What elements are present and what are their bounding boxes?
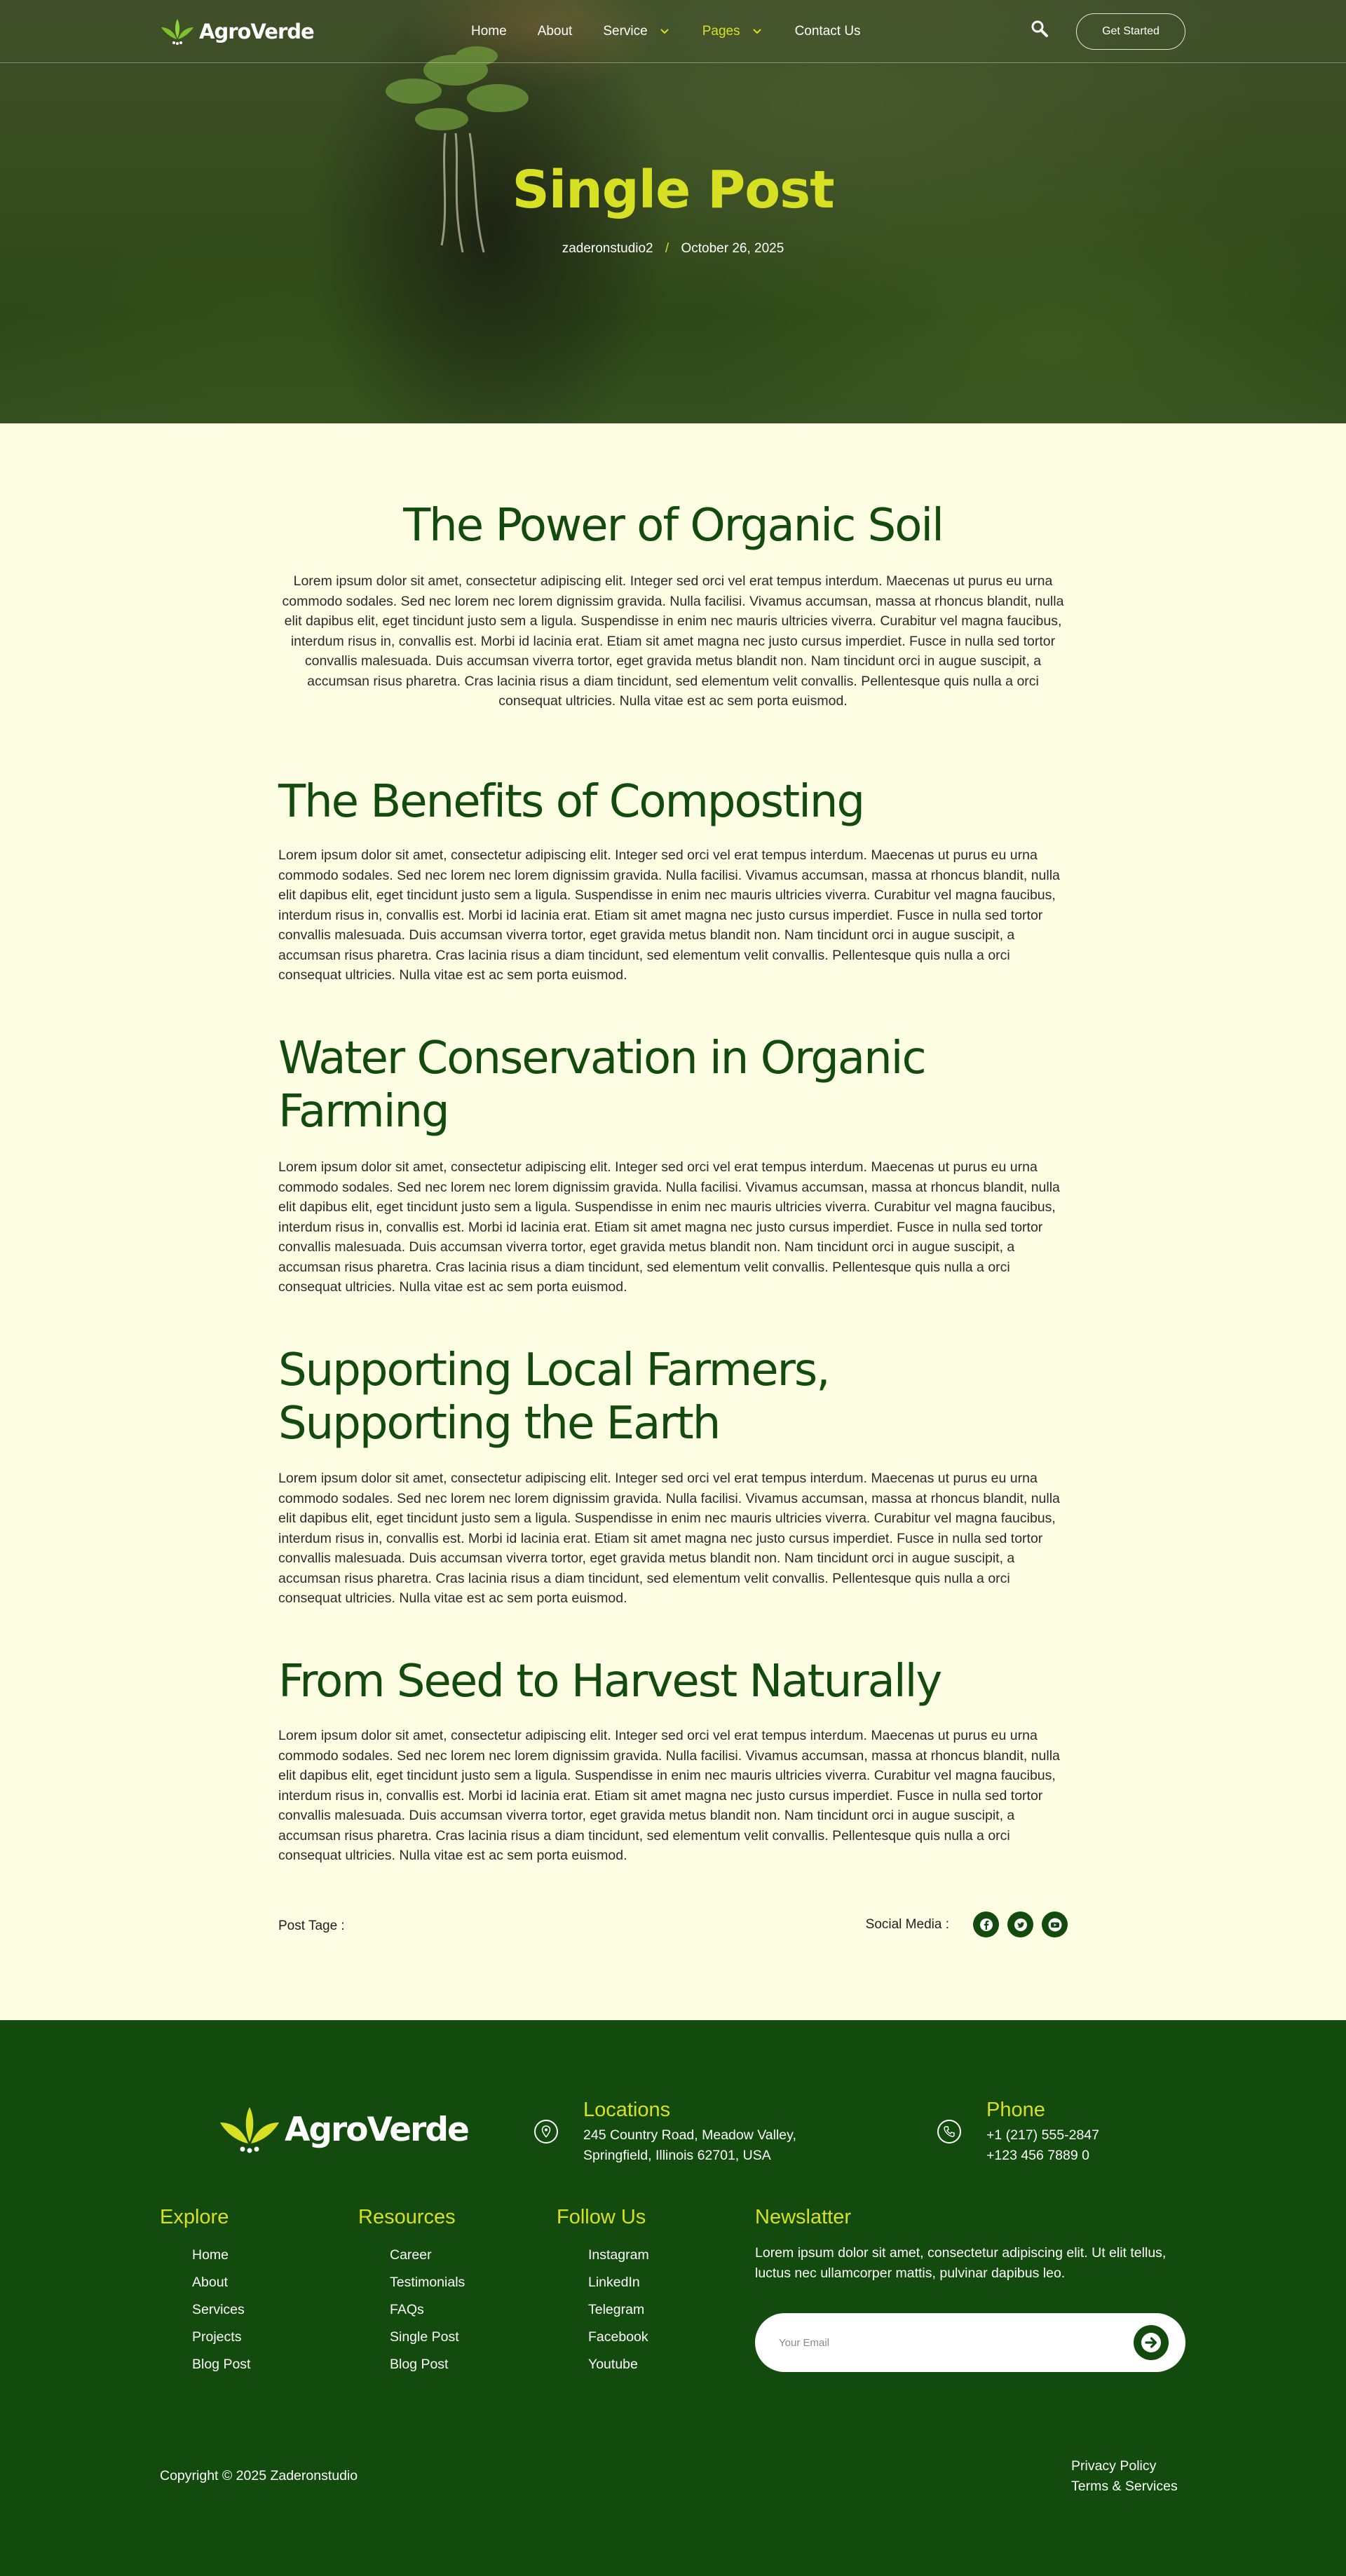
footer-link-linkedin[interactable]: LinkedIn [588,2275,640,2290]
section-body: Lorem ipsum dolor sit amet, consectetur adipiscing elit. Integer sed orci vel erat tempus interdum. Maecenas ut purus eu urna commodo sodales. Sed nec lorem nec lorem dignissim gravida. Nulla facilisi. Vivamus accumsan, massa at rhoncus blandit, nulla elit dapibus elit, eget tincidunt justo sem a ligula. Suspendisse in enim nec mauris ultricies viverra. Curabitur vel magna faucibus, interdum risus in, convallis est. Morbi id lacinia erat. Etiam sit amet magna nec justo cursus imperdiet. Fusce in nulla sed tortor convallis malesuada. Duis accumsan viverra tortor, eget gravida metus blandit non. Nam tincidunt orci in augue suscipit, a accumsan risus pharetra. Cras lacinia risus a diam tincidunt, sed elementum velit convallis. Pellentesque quis nulla a orci consequat ultricies. Nulla vitae est ac sem porta euismod. [278,847,1060,983]
nav-service[interactable] [603,24,668,39]
site-footer [0,2020,1346,2576]
footer-link-about[interactable]: About [192,2275,228,2290]
section-title: Supporting Local Farmers, Supporting the Earth [278,1344,829,1450]
footer-link-faqs[interactable]: FAQs [390,2302,424,2317]
follow-links [588,2247,649,2383]
footer-link-instagram[interactable]: Instagram [588,2247,649,2263]
arrow-right-icon [1141,2332,1162,2353]
nav-service-label: Service [603,24,648,39]
search-icon[interactable] [1031,20,1050,39]
nav-about-label: About [537,24,573,39]
footer-link-single-post[interactable]: Single Post [390,2329,459,2345]
explore-title: Explore [160,2206,229,2228]
newsletter-description: Lorem ipsum dolor sit amet, consectetur adipiscing elit. Ut elit tellus, luctus nec ullamcorper mattis, pulvinar dapibus leo. [755,2245,1167,2281]
facebook-button[interactable] [973,1911,999,1937]
footer-link-testimonials[interactable]: Testimonials [390,2275,465,2290]
footer-link-services[interactable]: Services [192,2302,245,2317]
section-body: Lorem ipsum dolor sit amet, consectetur adipiscing elit. Integer sed orci vel erat tempus interdum. Maecenas ut purus eu urna commodo sodales. Sed nec lorem nec lorem dignissim gravida. Nulla facilisi. Vivamus accumsan, massa at rhoncus blandit, nulla elit dapibus elit, eget tincidunt justo sem a ligula. Suspendisse in enim nec mauris ultricies viverra. Curabitur vel magna faucibus, interdum risus in, convallis est. Morbi id lacinia erat. Etiam sit amet magna nec justo cursus imperdiet. Fusce in nulla sed tortor convallis malesuada. Duis accumsan viverra tortor, eget gravida metus blandit non. Nam tincidunt orci in augue suscipit, a accumsan risus pharetra. Cras lacinia risus a diam tincidunt, sed elementum velit convallis. Pellentesque quis nulla a orci consequat ultricies. Nulla vitae est ac sem porta euismod. [278,1728,1060,1863]
section-body: Lorem ipsum dolor sit amet, consectetur adipiscing elit. Integer sed orci vel erat tempus interdum. Maecenas ut purus eu urna commodo sodales. Sed nec lorem nec lorem dignissim gravida. Nulla facilisi. Vivamus accumsan, massa at rhoncus blandit, nulla elit dapibus elit, eget tincidunt justo sem a ligula. Suspendisse in enim nec mauris ultricies viverra. Curabitur vel magna faucibus, interdum risus in, convallis est. Morbi id lacinia erat. Etiam sit amet magna nec justo cursus imperdiet. Fusce in nulla sed tortor convallis malesuada. Duis accumsan viverra tortor, eget gravida metus blandit non. Nam tincidunt orci in augue suscipit, a accumsan risus pharetra. Cras lacinia risus a diam tincidunt, sed elementum velit convallis. Pellentesque quis nulla a orci consequat ultricies. Nulla vitae est ac sem porta euismod. [278,1159,1060,1295]
copyright-text: Copyright © 2025 Zaderonstudio [160,2468,358,2483]
youtube-button[interactable] [1042,1911,1068,1937]
newsletter-title: Newslatter [755,2206,851,2228]
footer-link-home[interactable]: Home [192,2247,229,2263]
post-author[interactable]: zaderonstudio2 [562,241,653,256]
terms-link[interactable]: Terms & Services [1071,2479,1178,2494]
phone-number-1[interactable]: +1 (217) 555-2847 [986,2127,1099,2143]
locations-title: Locations [583,2099,671,2121]
section-body: Lorem ipsum dolor sit amet, consectetur adipiscing elit. Integer sed orci vel erat tempus interdum. Maecenas ut purus eu urna commodo sodales. Sed nec lorem nec lorem dignissim gravida. Nulla facilisi. Vivamus accumsan, massa at rhoncus blandit, nulla elit dapibus elit, eget tincidunt justo sem a ligula. Suspendisse in enim nec mauris ultricies viverra. Curabitur vel magna faucibus, interdum risus in, convallis est. Morbi id lacinia erat. Etiam sit amet magna nec justo cursus imperdiet. Fusce in nulla sed tortor convallis malesuada. Duis accumsan viverra tortor, eget gravida metus blandit non. Nam tincidunt orci in augue suscipit, a accumsan risus pharetra. Cras lacinia risus a diam tincidunt, sed elementum velit convallis. Pellentesque quis nulla a orci consequat ultricies. Nulla vitae est ac sem porta euismod. [282,573,1064,709]
twitter-button[interactable] [1007,1911,1033,1937]
footer-link-youtube[interactable]: Youtube [588,2357,638,2372]
footer-link-telegram[interactable]: Telegram [588,2302,645,2317]
locations-address [583,2125,796,2165]
section-title: The Power of Organic Soil [403,500,943,552]
nav-home[interactable] [471,24,507,39]
chevron-down-icon [660,28,669,35]
footer-link-blog-post[interactable]: Blog Post [390,2357,449,2372]
footer-logo[interactable] [217,2106,468,2153]
phone-number-2[interactable]: +123 456 7889 0 [986,2147,1089,2163]
footer-link-projects[interactable]: Projects [192,2329,242,2345]
hero-background-photo [329,28,582,266]
email-field[interactable] [779,2329,1101,2357]
nav-pages[interactable] [702,24,761,39]
newsletter-form [755,2313,1185,2372]
nav-contact-label: Contact Us [794,24,861,39]
resources-title: Resources [358,2206,456,2228]
brand-name: AgroVerde [199,20,314,43]
nav-pages-label: Pages [702,24,740,39]
address-line-1: 245 Country Road, Meadow Valley, [583,2127,796,2143]
follow-us-title: Follow Us [557,2206,646,2228]
phone-icon [937,2120,961,2144]
post-meta [0,241,1346,257]
main-menu [471,24,892,39]
social-share [866,1911,1068,1937]
post-date: October 26, 2025 [681,241,784,256]
chevron-down-icon [753,28,761,35]
privacy-policy-link[interactable]: Privacy Policy [1071,2458,1157,2474]
section-body: Lorem ipsum dolor sit amet, consectetur adipiscing elit. Integer sed orci vel erat tempus interdum. Maecenas ut purus eu urna commodo sodales. Sed nec lorem nec lorem dignissim gravida. Nulla facilisi. Vivamus accumsan, massa at rhoncus blandit, nulla elit dapibus elit, eget tincidunt justo sem a ligula. Suspendisse in enim nec mauris ultricies viverra. Curabitur vel magna faucibus, interdum risus in, convallis est. Morbi id lacinia erat. Etiam sit amet magna nec justo cursus imperdiet. Fusce in nulla sed tortor convallis malesuada. Duis accumsan viverra tortor, eget gravida metus blandit non. Nam tincidunt orci in augue suscipit, a accumsan risus pharetra. Cras lacinia risus a diam tincidunt, sed elementum velit convallis. Pellentesque quis nulla a orci consequat ultricies. Nulla vitae est ac sem porta euismod. [278,1471,1060,1606]
page-title: Single Post [512,160,834,220]
hero-banner [0,0,1346,423]
post-tags-label: Post Tage : [278,1919,345,1933]
explore-links [192,2247,250,2383]
footer-link-blog-post[interactable]: Blog Post [192,2357,251,2372]
meta-separator: / [665,241,669,256]
newsletter-submit-button[interactable] [1134,2325,1169,2360]
youtube-icon [1047,1918,1063,1932]
nav-about[interactable] [538,24,573,39]
legal-links [1071,2456,1178,2497]
facebook-icon [979,1918,993,1932]
footer-link-career[interactable]: Career [390,2247,432,2263]
phone-title: Phone [986,2099,1045,2121]
nav-contact-us[interactable] [795,24,861,39]
footer-link-facebook[interactable]: Facebook [588,2329,648,2345]
phone-numbers [986,2125,1099,2165]
footer-brand-name: AgroVerde [285,2110,468,2149]
leaf-logo-icon [217,2106,282,2153]
get-started-button[interactable]: Get Started [1076,13,1185,50]
location-pin-icon [534,2120,558,2144]
address-line-2: Springfield, Illinois 62701, USA [583,2147,771,2163]
section-title: From Seed to Harvest Naturally [278,1656,941,1708]
section-title: Water Conservation in Organic Farming [278,1033,925,1138]
resources-links [390,2247,465,2383]
site-logo[interactable] [160,15,314,48]
section-title: The Benefits of Composting [278,776,864,828]
social-media-label: Social Media : [865,1916,949,1932]
nav-home-label: Home [471,24,507,39]
leaf-logo-icon [160,18,195,46]
twitter-icon [1014,1918,1028,1932]
